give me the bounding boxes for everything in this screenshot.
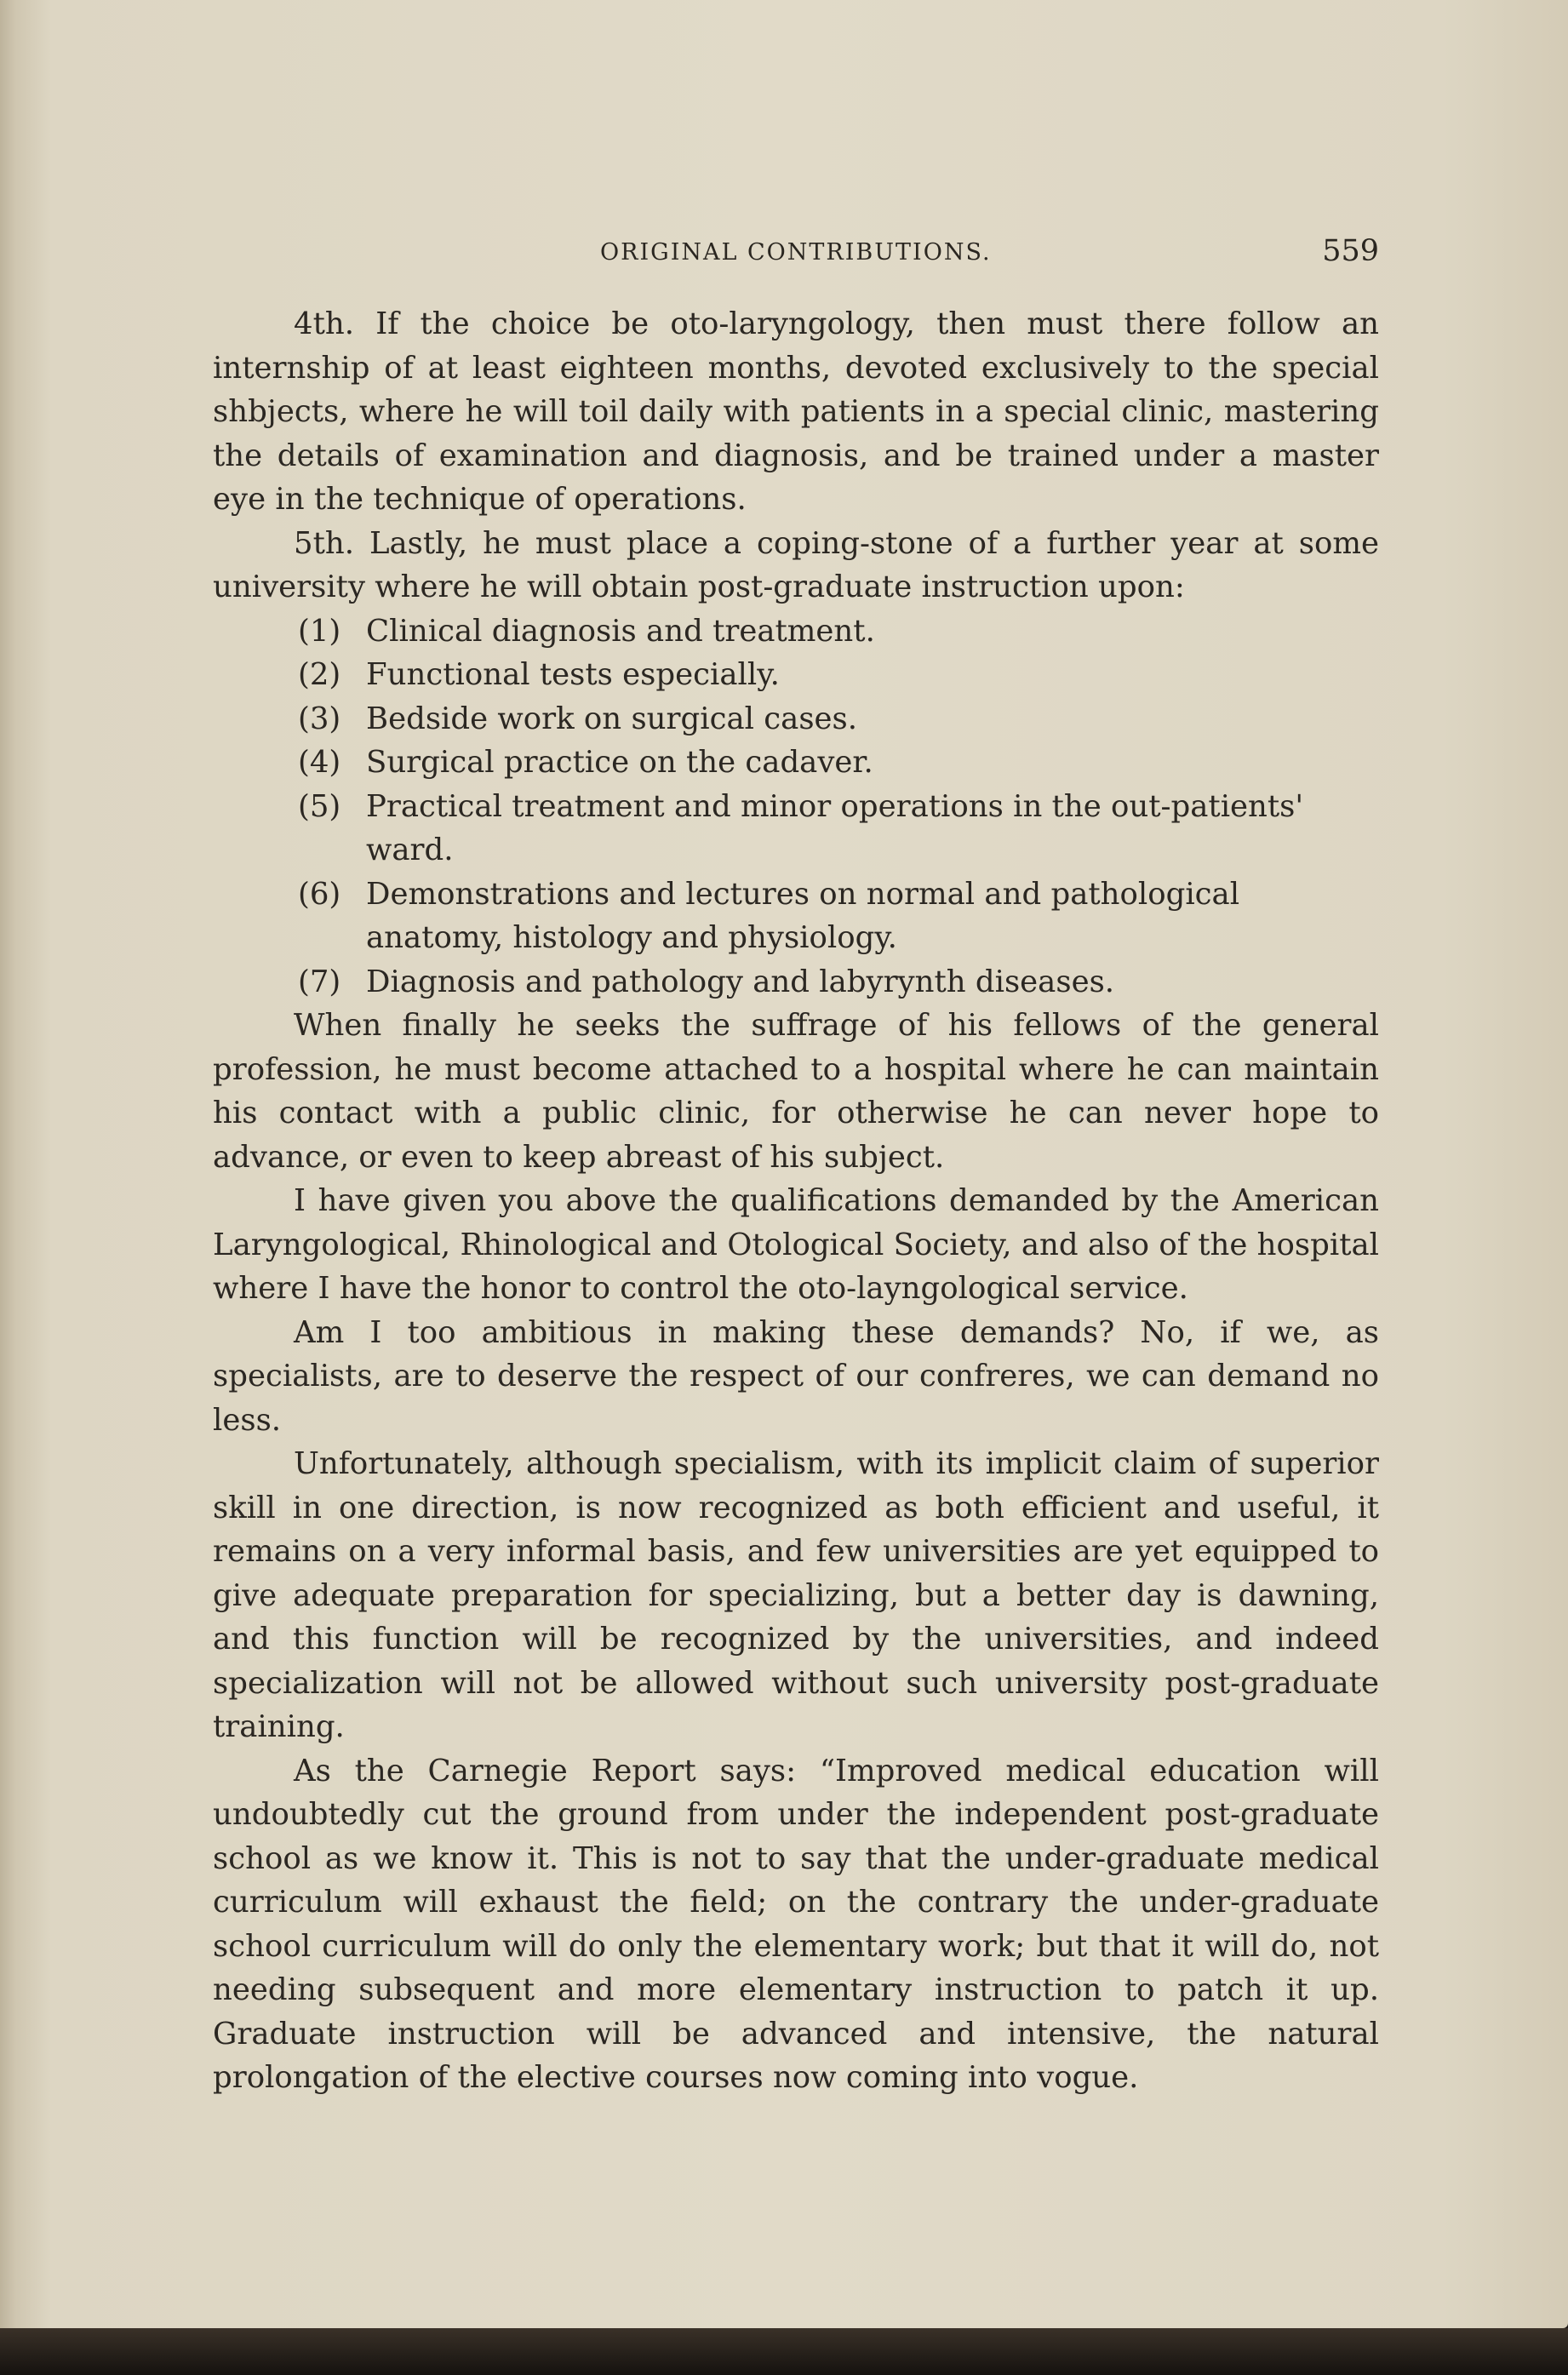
running-title: ORIGINAL CONTRIBUTIONS. [600, 239, 992, 266]
list-text: Demonstrations and lectures on normal and pathological anatomy, histology and physiology. [366, 876, 1240, 955]
list-number: (5) [298, 788, 341, 824]
list-item [213, 741, 1379, 785]
list-item [213, 697, 1379, 741]
list-text: Practical treatment and minor operations in the out-patients' ward. [366, 788, 1304, 867]
page-number: 559 [1322, 234, 1379, 268]
list-number: (3) [298, 701, 341, 736]
list-item [213, 609, 1379, 654]
list-item [213, 653, 1379, 697]
list-item [213, 873, 1379, 960]
list-number: (7) [298, 964, 341, 999]
paragraph: When finally he seeks the suffrage of his fellows of the general profession, he must become attached to a hospital where he can maintain his contact with a public clinic, for otherwise he can never hope to advance, or even to keep abreast of his subject. [213, 1008, 1379, 1175]
paragraph: Unfortunately, although specialism, with its implicit claim of superior skill in one direction, is now recognized as both efficient and useful, it remains on a very informal basis, and few universities are yet equipped to give adequate preparation for specializing, but a better day is dawning, and this function will be recognized by the universities, and indeed specialization will not be allowed without such university post-graduate training. [213, 1446, 1379, 1744]
list-number: (4) [298, 745, 341, 780]
list-text: Surgical practice on the cadaver. [366, 745, 873, 780]
list-item [213, 785, 1379, 873]
list-number: (6) [298, 876, 341, 912]
paragraph: I have given you above the qualifications demanded by the American Laryngological, Rhinological and Otological Society, and also of the hospital where I have the honor to control the oto-layngological service. [213, 1183, 1379, 1306]
body-text [213, 302, 1379, 2100]
list-text: Diagnosis and pathology and labyrynth diseases. [366, 964, 1115, 999]
page-edge-shadow [0, 2328, 1568, 2375]
paragraph: 4th. If the choice be oto-laryngology, then must there follow an internship of at least eighteen months, devoted exclusively to the special shbjects, where he will toil daily with patients in a special clinic, mastering the details of examination and diagnosis, and be trained under a master eye in the technique of operations. [213, 306, 1379, 517]
running-head [213, 234, 1379, 273]
instruction-list [213, 609, 1379, 1004]
list-item [213, 960, 1379, 1004]
paragraph: As the Carnegie Report says: “Improved medical education will undoubtedly cut the ground from under the independent post-graduate school as we know it. This is not to say that the under-graduate medical curriculum will exhaust the field; on the contrary the under-graduate school curriculum will do only the elementary work; but that it will do, not needing subsequent and more elementary instruction to patch it up. Graduate instruction will be advanced and intensive, the natural prolongation of the elective courses now coming into vogue. [213, 1753, 1379, 2095]
paragraph: Am I too ambitious in making these demands? No, if we, as specialists, are to deserve the respect of our confreres, we can demand no less. [213, 1314, 1379, 1438]
paragraph: 5th. Lastly, he must place a coping-stone of a further year at some university where he will obtain post-graduate instruction upon: [213, 525, 1379, 604]
list-number: (1) [298, 613, 341, 649]
list-text: Functional tests especially. [366, 657, 780, 692]
list-number: (2) [298, 657, 341, 692]
list-text: Clinical diagnosis and treatment. [366, 613, 875, 649]
list-text: Bedside work on surgical cases. [366, 701, 858, 736]
